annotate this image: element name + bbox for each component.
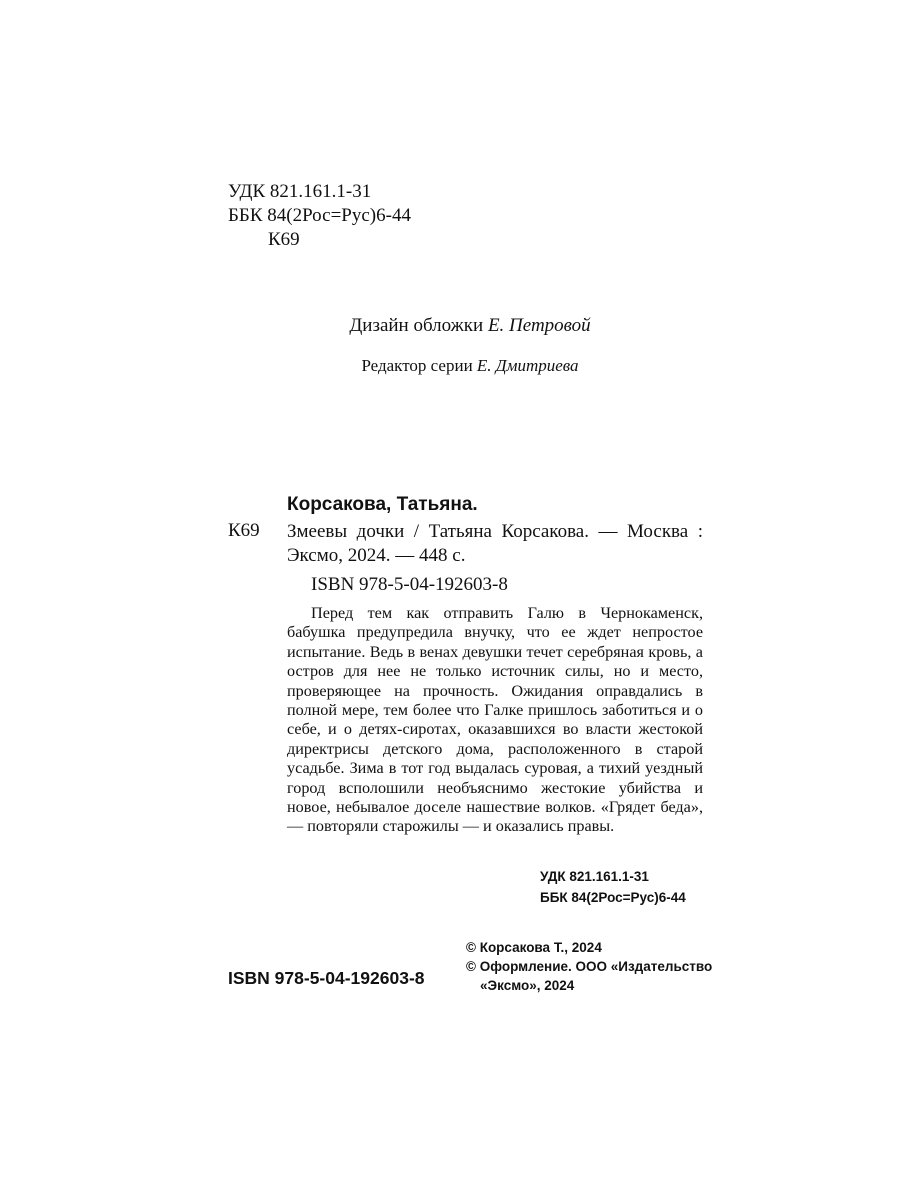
series-editor-label: Редактор серии bbox=[361, 356, 473, 375]
cover-designer-name: Е. Петровой bbox=[487, 315, 591, 336]
record-author: Корсакова, Татьяна. bbox=[287, 494, 478, 515]
footer-udk: УДК 821.161.1-31 bbox=[540, 869, 649, 884]
udk-code: УДК 821.161.1-31 bbox=[228, 181, 372, 202]
series-editor-name: Е. Дмитриева bbox=[476, 356, 579, 375]
cover-design-credit bbox=[260, 314, 680, 338]
annotation bbox=[287, 604, 703, 837]
footer-classification bbox=[540, 866, 686, 908]
footer-bbk: ББК 84(2Рос=Рус)6-44 bbox=[540, 890, 686, 905]
copyright-design: © Оформление. ООО «Издательство bbox=[466, 959, 713, 974]
bbk-code: ББК 84(2Рос=Рус)6-44 bbox=[228, 205, 411, 226]
record-isbn: ISBN 978-5-04-192603-8 bbox=[311, 574, 508, 595]
record-title: Змеевы дочки / Татьяна Корсакова. — Москва : Эксмо, 2024. — 448 с. bbox=[287, 521, 703, 566]
cover-design-label: Дизайн обложки bbox=[349, 315, 484, 336]
author-mark: К69 bbox=[268, 229, 300, 250]
copyright-author: © Корсакова Т., 2024 bbox=[466, 940, 602, 955]
copyright-block bbox=[466, 938, 712, 995]
record-code: К69 bbox=[228, 520, 260, 541]
series-editor-credit bbox=[260, 354, 680, 378]
classification-header bbox=[228, 180, 411, 252]
copyright-design-cont: «Эксмо», 2024 bbox=[480, 978, 575, 993]
footer-isbn: ISBN 978-5-04-192603-8 bbox=[228, 968, 425, 988]
annotation-text: Перед тем как отправить Галю в Чернокаменск, бабушка предупредила внучку, что ее ждет непростое испытание. Ведь в венах девушки течет серебряная кровь, а остров для нее не только источник силы, но и место, проверяющее на прочность. Ожидания оправдались в полной мере, тем более что Галке пришлось заботиться и о себе, и о детях-сиротах, оказавшихся во власти жестокой директрисы детского дома, расположенного в старой усадьбе. Зима в тот год выдалась суровая, а тихий уездный город всполошили необъяснимо жестокие убийства и новое, небывалое доселе нашествие волков. «Грядет беда», — повторяли старожилы — и оказались правы. bbox=[287, 604, 703, 836]
